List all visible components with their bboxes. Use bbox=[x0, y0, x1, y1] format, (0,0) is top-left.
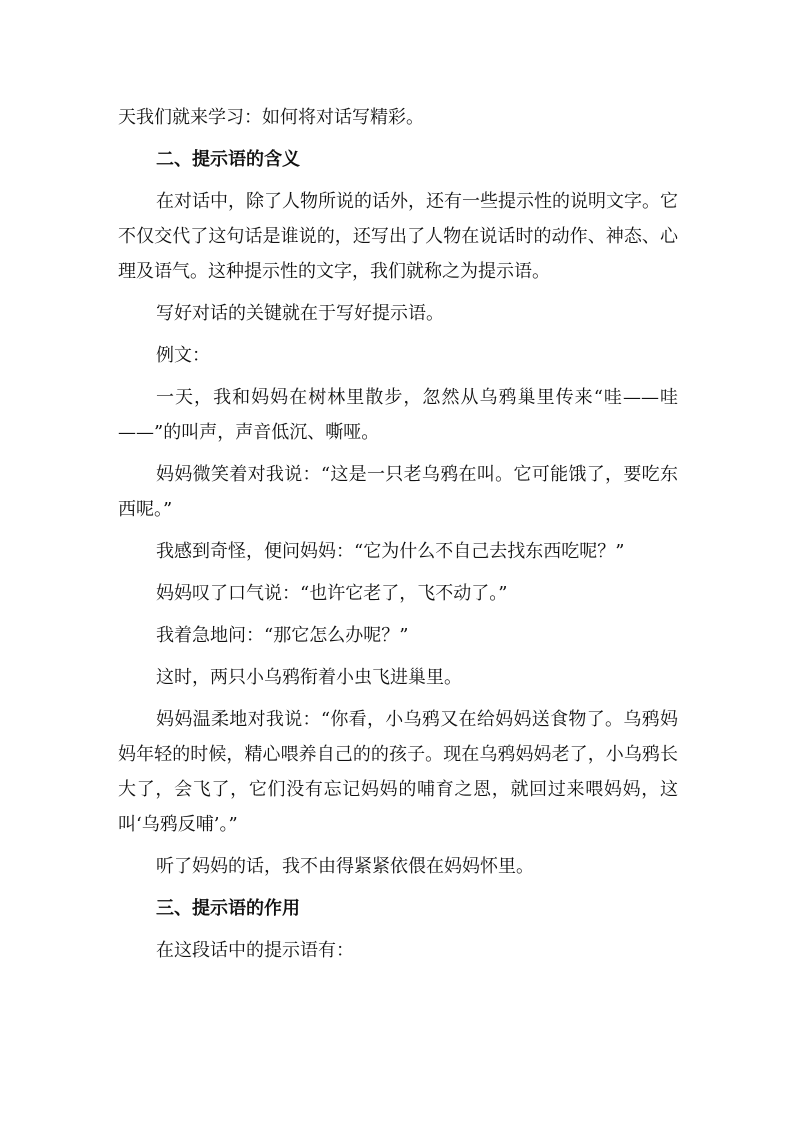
paragraph-intro-continuation: 天我们就来学习：如何将对话写精彩。 bbox=[118, 107, 424, 128]
paragraph-example-7: 妈妈温柔地对我说：“你看，小乌鸦又在给妈妈送食物了。乌鸦妈妈年轻的时候，精心喂养自己的的孩子。现在乌鸦妈妈老了，小乌鸦长大了，会飞了，它们没有忘记妈妈的哺育之恩，就回过来喂妈妈，这叫‘乌鸦反哺’。” bbox=[118, 709, 678, 835]
section-heading-3: 三、提示语的作用 bbox=[156, 898, 300, 919]
paragraph-key-point: 写好对话的关键就在于写好提示语。 bbox=[156, 303, 444, 324]
paragraph-example-8: 听了妈妈的话，我不由得紧紧依偎在妈妈怀里。 bbox=[156, 856, 534, 877]
paragraph-example-1: 一天，我和妈妈在树林里散步，忽然从乌鸦巢里传来“哇——哇——”的叫声，声音低沉、嘶哑。 bbox=[118, 387, 678, 443]
paragraph-example-3: 我感到奇怪，便问妈妈：“它为什么不自己去找东西吃呢？” bbox=[156, 541, 625, 562]
paragraph-example-4: 妈妈叹了口气说：“也许它老了，飞不动了。” bbox=[156, 583, 508, 604]
document-page bbox=[118, 100, 678, 968]
paragraph-example-label: 例文： bbox=[156, 345, 210, 366]
section-heading-2: 二、提示语的含义 bbox=[156, 149, 300, 170]
paragraph-example-6: 这时，两只小乌鸦衔着小虫飞进巢里。 bbox=[156, 667, 462, 688]
paragraph-definition: 在对话中，除了人物所说的话外，还有一些提示性的说明文字。它不仅交代了这句话是谁说的，还写出了人物在说话时的动作、神态、心理及语气。这种提示性的文字，我们就称之为提示语。 bbox=[118, 191, 678, 282]
paragraph-example-5: 我着急地问：“那它怎么办呢？” bbox=[156, 625, 409, 646]
paragraph-example-2: 妈妈微笑着对我说：“这是一只老乌鸦在叫。它可能饿了，要吃东西呢。” bbox=[118, 464, 678, 520]
paragraph-prompt-list-intro: 在这段话中的提示语有： bbox=[156, 940, 354, 961]
